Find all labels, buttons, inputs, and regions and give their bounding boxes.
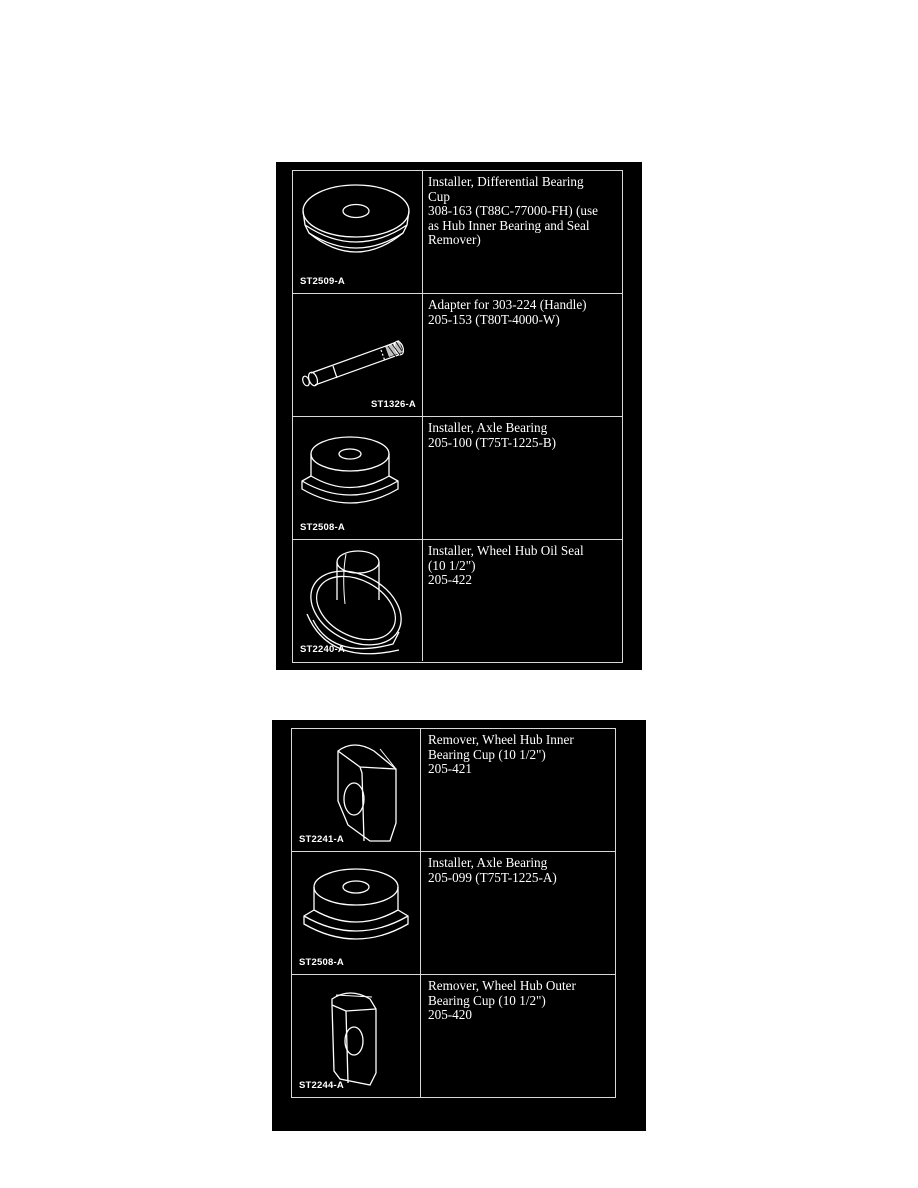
tool-image-cell <box>292 975 421 1097</box>
description-line: Adapter for 303-224 (Handle) <box>428 297 587 312</box>
part-code: ST1326-A <box>371 399 416 410</box>
tool-image-cell <box>292 852 421 974</box>
description-line: Remover, Wheel Hub Outer <box>428 978 576 993</box>
tool-image-cell <box>293 171 423 293</box>
description-line: 308-163 (T88C-77000-FH) (use <box>428 203 598 219</box>
tool-table-1 <box>292 170 623 663</box>
tool-description <box>428 175 618 248</box>
description-line: Installer, Differential Bearing <box>428 174 584 189</box>
tool-description <box>428 544 618 588</box>
description-line: 205-422 <box>428 572 472 588</box>
tool-row <box>293 171 622 294</box>
part-code: ST2244-A <box>299 1080 344 1091</box>
tool-row <box>292 852 615 975</box>
tool-row <box>293 294 622 417</box>
description-line: 205-100 (T75T-1225-B) <box>428 434 557 450</box>
description-line: Bearing Cup (10 1/2") <box>428 746 546 762</box>
description-line: Installer, Axle Bearing <box>428 420 548 435</box>
tool-panel-2 <box>272 720 646 1131</box>
tool-table-2 <box>291 728 616 1098</box>
description-line: Installer, Axle Bearing <box>428 855 548 870</box>
description-line: Cup <box>428 188 450 204</box>
description-line: Remover) <box>428 232 481 248</box>
description-line: Remover, Wheel Hub Inner <box>428 732 574 747</box>
description-line: 205-421 <box>428 761 472 777</box>
part-code: ST2508-A <box>300 522 345 533</box>
description-line: Bearing Cup (10 1/2") <box>428 992 546 1008</box>
tool-description <box>428 733 611 777</box>
description-line: (10 1/2") <box>428 557 476 573</box>
tool-description <box>428 979 611 1023</box>
tool-image-cell <box>293 294 423 416</box>
tool-description <box>428 421 618 450</box>
tool-row <box>293 540 622 661</box>
description-line: 205-099 (T75T-1225-A) <box>428 869 557 885</box>
part-code: ST2508-A <box>299 957 344 968</box>
tool-row <box>292 975 615 1097</box>
tool-row <box>293 417 622 540</box>
part-code: ST2240-A <box>300 644 345 655</box>
description-line: as Hub Inner Bearing and Seal <box>428 217 590 233</box>
tool-image-cell <box>293 540 423 661</box>
description-line: 205-420 <box>428 1007 472 1023</box>
part-code: ST2509-A <box>300 276 345 287</box>
tool-image-cell <box>292 729 421 851</box>
tool-description <box>428 298 618 327</box>
description-line: 205-153 (T80T-4000-W) <box>428 311 560 327</box>
tool-image-cell <box>293 417 423 539</box>
tool-description <box>428 856 611 885</box>
description-line: Installer, Wheel Hub Oil Seal <box>428 543 584 558</box>
tool-row <box>292 729 615 852</box>
tool-panel-1 <box>276 162 642 670</box>
part-code: ST2241-A <box>299 834 344 845</box>
